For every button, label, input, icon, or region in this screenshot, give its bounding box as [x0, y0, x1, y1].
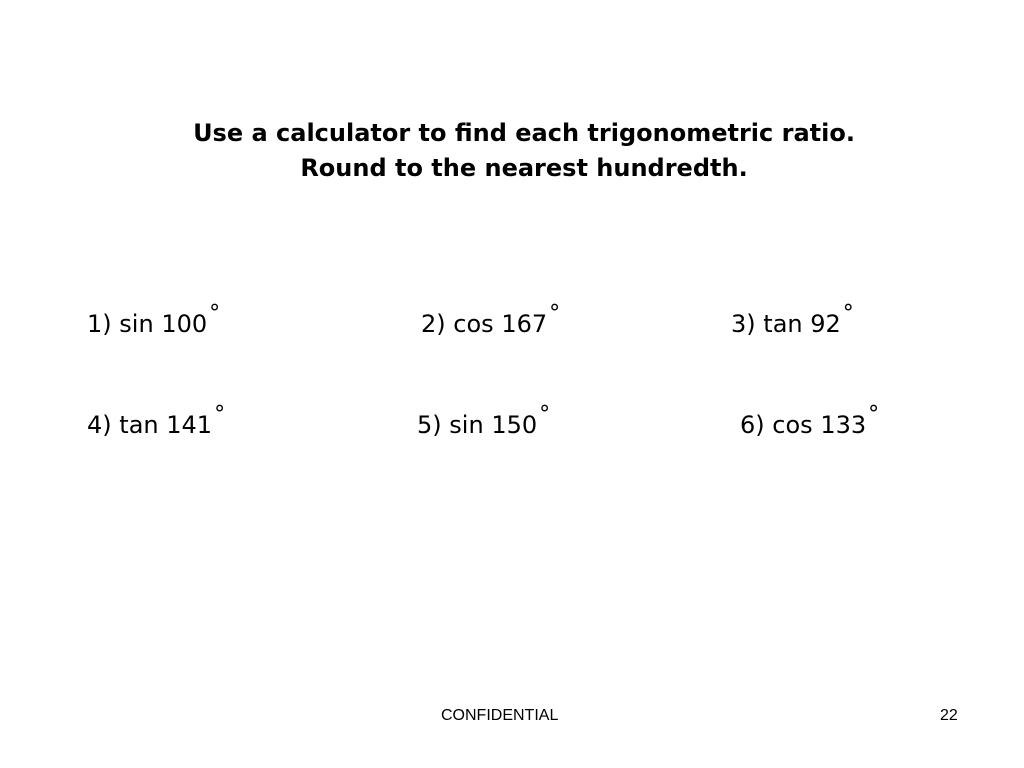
problem-number: 3)	[731, 310, 756, 338]
problem-number: 6)	[740, 411, 765, 439]
instructions	[0, 116, 1024, 186]
degree-symbol: °	[842, 301, 854, 326]
problem-angle: 100	[161, 310, 208, 338]
problem-number: 1)	[87, 310, 112, 338]
problem-6	[740, 402, 880, 442]
problem-angle: 167	[501, 310, 548, 338]
problem-angle: 150	[491, 411, 538, 439]
problem-1	[87, 301, 221, 341]
degree-symbol: °	[209, 301, 221, 326]
problem-function: cos	[772, 411, 813, 439]
problem-function: cos	[453, 310, 494, 338]
problem-3	[731, 301, 854, 341]
problem-function: tan	[119, 411, 159, 439]
degree-symbol: °	[214, 402, 226, 427]
instruction-line-2: Round to the nearest hundredth.	[300, 154, 748, 182]
problem-angle: 92	[810, 310, 841, 338]
degree-symbol: °	[549, 301, 561, 326]
problem-2	[421, 301, 561, 341]
problem-number: 5)	[417, 411, 442, 439]
footer-confidential: CONFIDENTIAL	[441, 707, 559, 724]
problem-4	[87, 402, 226, 442]
instruction-line-1: Use a calculator to find each trigonometric ratio.	[193, 119, 855, 147]
problem-5	[417, 402, 551, 442]
problem-number: 2)	[421, 310, 446, 338]
problem-angle: 133	[820, 411, 867, 439]
degree-symbol: °	[539, 402, 551, 427]
problem-function: sin	[119, 310, 154, 338]
problem-function: tan	[763, 310, 803, 338]
problem-number: 4)	[87, 411, 112, 439]
problem-function: sin	[449, 411, 484, 439]
footer-page-number: 22	[940, 707, 958, 724]
degree-symbol: °	[868, 402, 880, 427]
problem-angle: 141	[166, 411, 213, 439]
